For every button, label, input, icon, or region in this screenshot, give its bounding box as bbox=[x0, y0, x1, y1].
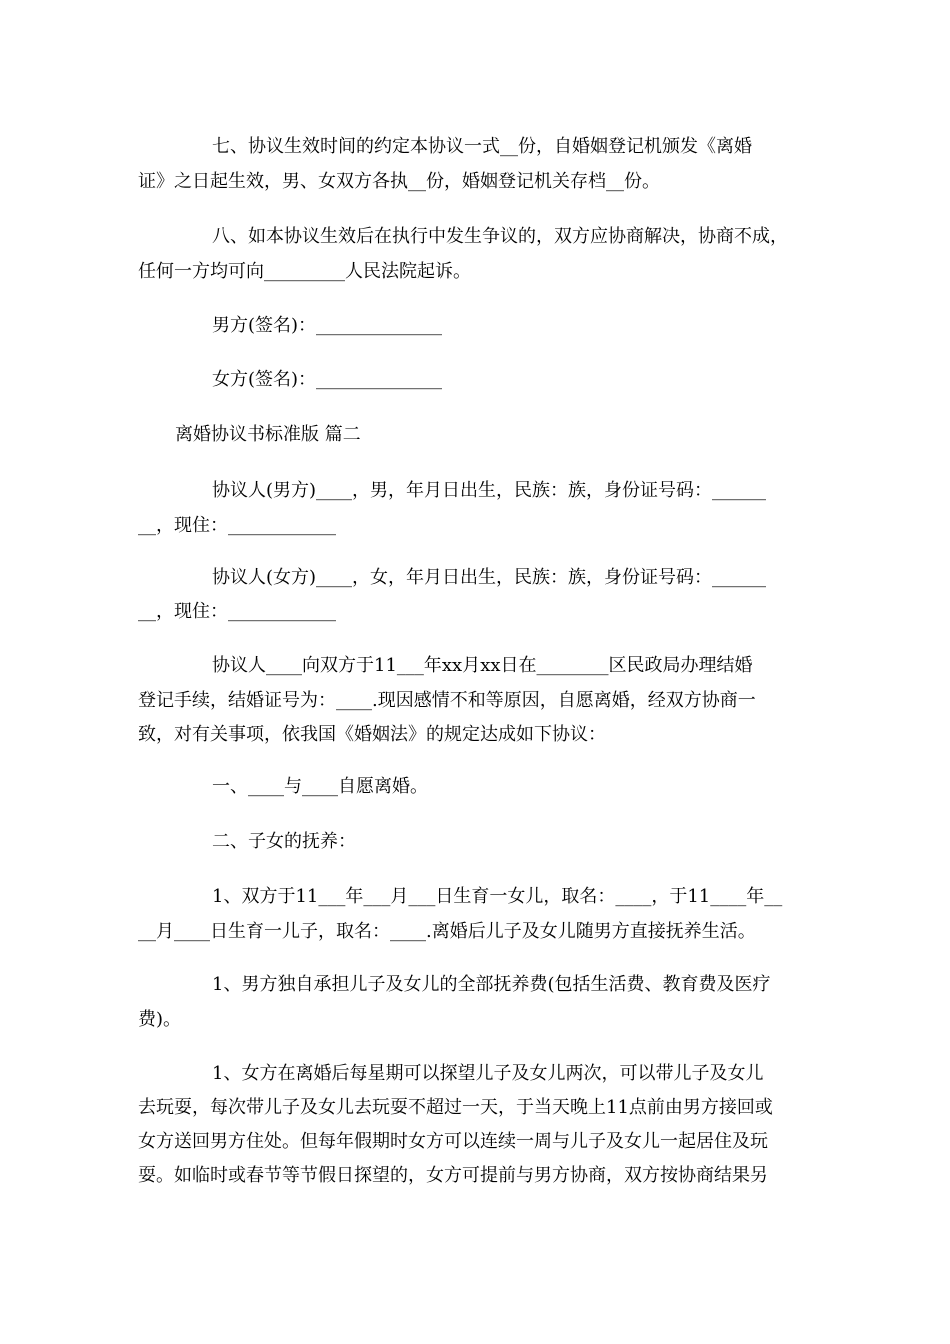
clause-8-line-1: 八、如本协议生效后在执行中发生争议的，双方应协商解决，协商不成， bbox=[212, 226, 788, 247]
female-signature-line: 女方(签名)：______________ bbox=[212, 369, 443, 390]
marriage-registration-line-2: 登记手续，结婚证号为：____.现因感情不和等原因，自愿离婚，经双方协商一 bbox=[138, 690, 756, 711]
support-cost-line-2: 费)。 bbox=[138, 1009, 182, 1030]
male-party-line-1: 协议人(男方)____，男，年月日出生，民族：族，身份证号码：______ bbox=[212, 480, 767, 501]
support-cost-line-1: 1、男方独自承担儿子及女儿的全部抚养费(包括生活费、教育费及医疗 bbox=[212, 974, 771, 995]
visitation-line-1: 1、女方在离婚后每星期可以探望儿子及女儿两次，可以带儿子及女儿 bbox=[212, 1063, 764, 1084]
children-birth-line-1: 1、双方于11___年___月___日生育一女儿，取名：____，于11____年__ bbox=[212, 886, 783, 907]
visitation-line-3: 女方送回男方住处。但每年假期时女方可以连续一周与儿子及女儿一起居住及玩 bbox=[138, 1131, 768, 1152]
male-signature-line: 男方(签名)：______________ bbox=[212, 315, 443, 336]
item-1-divorce: 一、____与____自愿离婚。 bbox=[212, 776, 428, 797]
visitation-line-4: 耍。如临时或春节等节假日探望的，女方可提前与男方协商，双方按协商结果另 bbox=[138, 1165, 768, 1186]
male-party-line-2: __，现住：____________ bbox=[138, 515, 336, 536]
marriage-registration-line-1: 协议人____向双方于11___年xx月xx日在________区民政局办理结婚 bbox=[212, 655, 753, 676]
female-party-line-2: __，现住：____________ bbox=[138, 601, 336, 622]
visitation-line-2: 去玩耍，每次带儿子及女儿去玩耍不超过一天，于当天晚上11点前由男方接回或 bbox=[138, 1097, 773, 1118]
children-birth-line-2: __月____日生育一儿子，取名：____.离婚后儿子及女儿随男方直接抚养生活。 bbox=[138, 921, 756, 942]
item-2-heading: 二、子女的抚养： bbox=[212, 831, 356, 852]
clause-7-line-2: 证》之日起生效，男、女双方各执__份，婚姻登记机关存档__份。 bbox=[138, 171, 660, 192]
section-title: 离婚协议书标准版 篇二 bbox=[175, 424, 361, 445]
marriage-registration-line-3: 致，对有关事项，依我国《婚姻法》的规定达成如下协议： bbox=[138, 724, 606, 745]
clause-8-line-2: 任何一方均可向_________人民法院起诉。 bbox=[138, 261, 471, 282]
clause-7-line-1: 七、协议生效时间的约定本协议一式__份，自婚姻登记机颁发《离婚 bbox=[212, 136, 752, 157]
female-party-line-1: 协议人(女方)____，女，年月日出生，民族：族，身份证号码：______ bbox=[212, 567, 767, 588]
